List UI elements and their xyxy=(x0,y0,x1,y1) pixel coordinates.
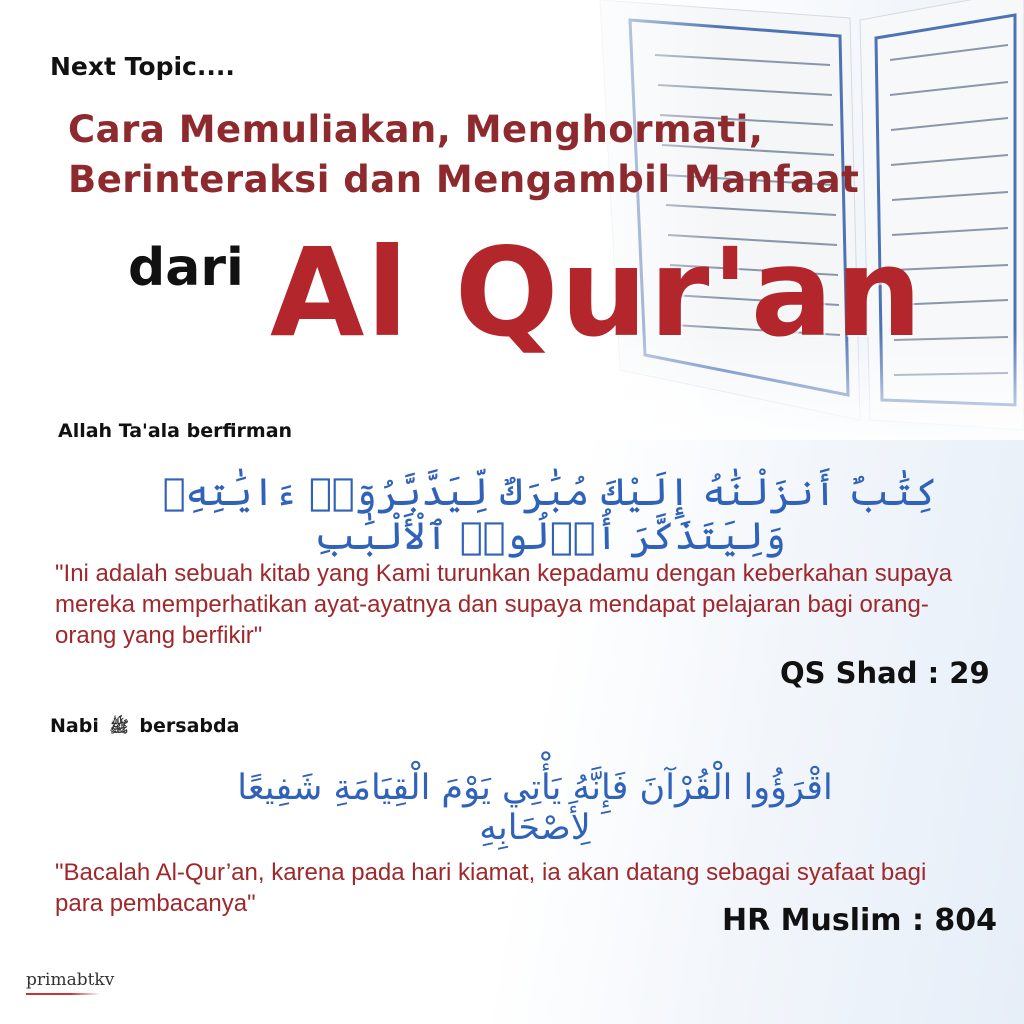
quran-arabic-verse: كِتَٰبٌ أَنزَلْنَٰهُ إِلَيْكَ مُبَٰرَكٌ لِّيَدَّبَّرُوٓا۟ ءَايَٰتِهِۦ وَلِيَتَذَكَّرَ أُو۟لُوا۟ ٱلْأَلْبَٰبِ xyxy=(162,470,938,558)
next-topic-label: Next Topic.... xyxy=(50,52,235,81)
saw-symbol: ﷺ xyxy=(109,717,129,736)
hadith-heading-nabi: Nabi xyxy=(50,715,99,737)
main-title: Al Qur'an xyxy=(270,222,924,364)
hadith-heading xyxy=(50,715,239,740)
footer-brand: primabtkv xyxy=(26,970,115,990)
dari-label: dari xyxy=(128,238,244,298)
quran-translation: "Ini adalah sebuah kitab yang Kami turunkan kepadamu dengan keberkahan supaya mereka memperhatikan ayat-ayatnya dan supaya mendapat pelajaran bagi orang-orang yang berfikir" xyxy=(55,560,953,649)
hadith-heading-bersabda: bersabda xyxy=(139,715,240,737)
quran-heading: Allah Ta'ala berfirman xyxy=(58,420,293,442)
title-line-2: Berinteraksi dan Mengambil Manfaat xyxy=(68,158,860,201)
quran-reference: QS Shad : 29 xyxy=(780,656,990,690)
title-line-1: Cara Memuliakan, Menghormati, xyxy=(68,108,764,151)
footer-underline xyxy=(26,993,100,995)
hadith-arabic-text: اقْرَؤُوا الْقُرْآنَ فَإِنَّهُ يَأْتِي يَوْمَ الْقِيَامَةِ شَفِيعًا لِأَصْحَابِهِ xyxy=(237,768,833,848)
open-book-image xyxy=(560,0,1024,440)
hadith-reference: HR Muslim : 804 xyxy=(722,903,998,938)
hadith-translation: "Bacalah Al-Qur’an, karena pada hari kiamat, ia akan datang sebagai syafaat bagi para pembacanya" xyxy=(55,859,927,917)
